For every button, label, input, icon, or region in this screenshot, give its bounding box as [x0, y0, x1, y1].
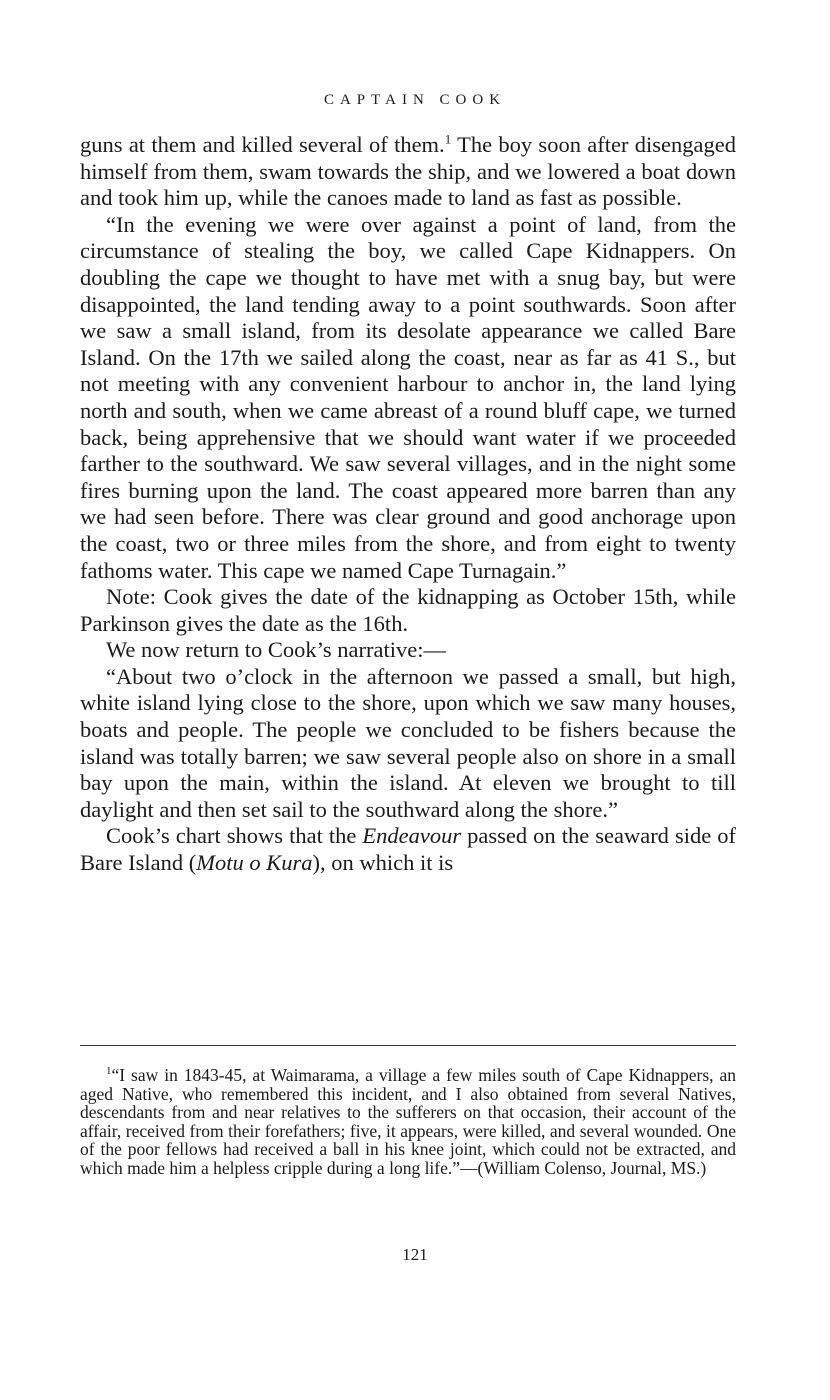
paragraph-text: We now return to Cook’s narrative:—: [106, 637, 446, 663]
paragraph-text: guns at them and killed several of them.: [80, 132, 445, 157]
paragraph-text: Cook’s chart shows that the: [106, 823, 363, 849]
italic-text: Endeavour: [362, 823, 462, 849]
paragraph: [80, 132, 736, 212]
paragraph: [80, 664, 736, 824]
footnote-divider: [80, 1045, 736, 1046]
footnote-marker: 1: [106, 1065, 112, 1078]
paragraph: [80, 637, 736, 664]
footnote: [80, 1066, 736, 1178]
running-head: CAPTAIN COOK: [323, 92, 507, 108]
paragraph: [80, 212, 736, 584]
paragraph-text: ), on which it is: [312, 850, 454, 876]
footnote-reference: 1: [444, 131, 452, 147]
footnote-text: “I saw in 1843-45, at Waimarama, a village a few miles south of Cape Kidnappers, an aged Native, who remembered this incident, and I also obtained from several Natives, descendants from and near relatives to the sufferers on that occasion, their account of the affair, received from their forefathers; five, it appears, were killed, and several wounded. One of the poor fellows had received a ball in his knee joint, which could not be extracted, and which made him a helpless cripple during a long life.”—(William Colenso, Journal, MS.): [80, 1065, 736, 1178]
paragraph-text: passed on the seaward side of Bare Island (: [80, 823, 736, 876]
italic-text: Motu o Kura: [196, 850, 313, 876]
body-text: [80, 132, 736, 877]
paragraph-text: The boy soon after disengaged himself from them, swam towards the ship, and we lowered a boat down and took him up, while the canoes made to land as fast as possible.: [80, 132, 736, 211]
paragraph-text: “About two o’clock in the afternoon we passed a small, but high, white island lying close to the shore, upon which we saw many houses, boats and people. The people we concluded to be fishers because the island was totally barren; we saw several people also on shore in a small bay upon the main, within the island. At eleven we brought to till daylight and then set sail to the southward along the shore.”: [80, 663, 736, 822]
page-number: 121: [402, 1245, 428, 1264]
paragraph-text: Note: Cook gives the date of the kidnapping as October 15th, while Parkinson gives the date as the 16th.: [80, 584, 736, 636]
paragraph: [80, 823, 736, 876]
paragraph-text: “In the evening we were over against a point of land, from the circumstance of stealing the boy, we called Cape Kidnappers. On doubling the cape we thought to have met with a snug bay, but were disappointed, the land tending away to a point southwards. Soon after we saw a small island, from its desolate appearance we called Bare Island. On the 17th we sailed along the coast, near as far as 41 S., but not meeting with any convenient harbour to anchor in, the land lying north and south, when we came abreast of a round bluff cape, we turned back, being apprehensive that we should want water if we proceeded farther to the southward. We saw several villages, and in the night some fires burning upon the land. The coast appeared more barren than any we had seen before. There was clear ground and good anchorage upon the coast, two or three miles from the shore, and from eight to twenty fathoms water. This cape we named Cape Turnagain.”: [80, 211, 736, 583]
paragraph: [80, 584, 736, 637]
